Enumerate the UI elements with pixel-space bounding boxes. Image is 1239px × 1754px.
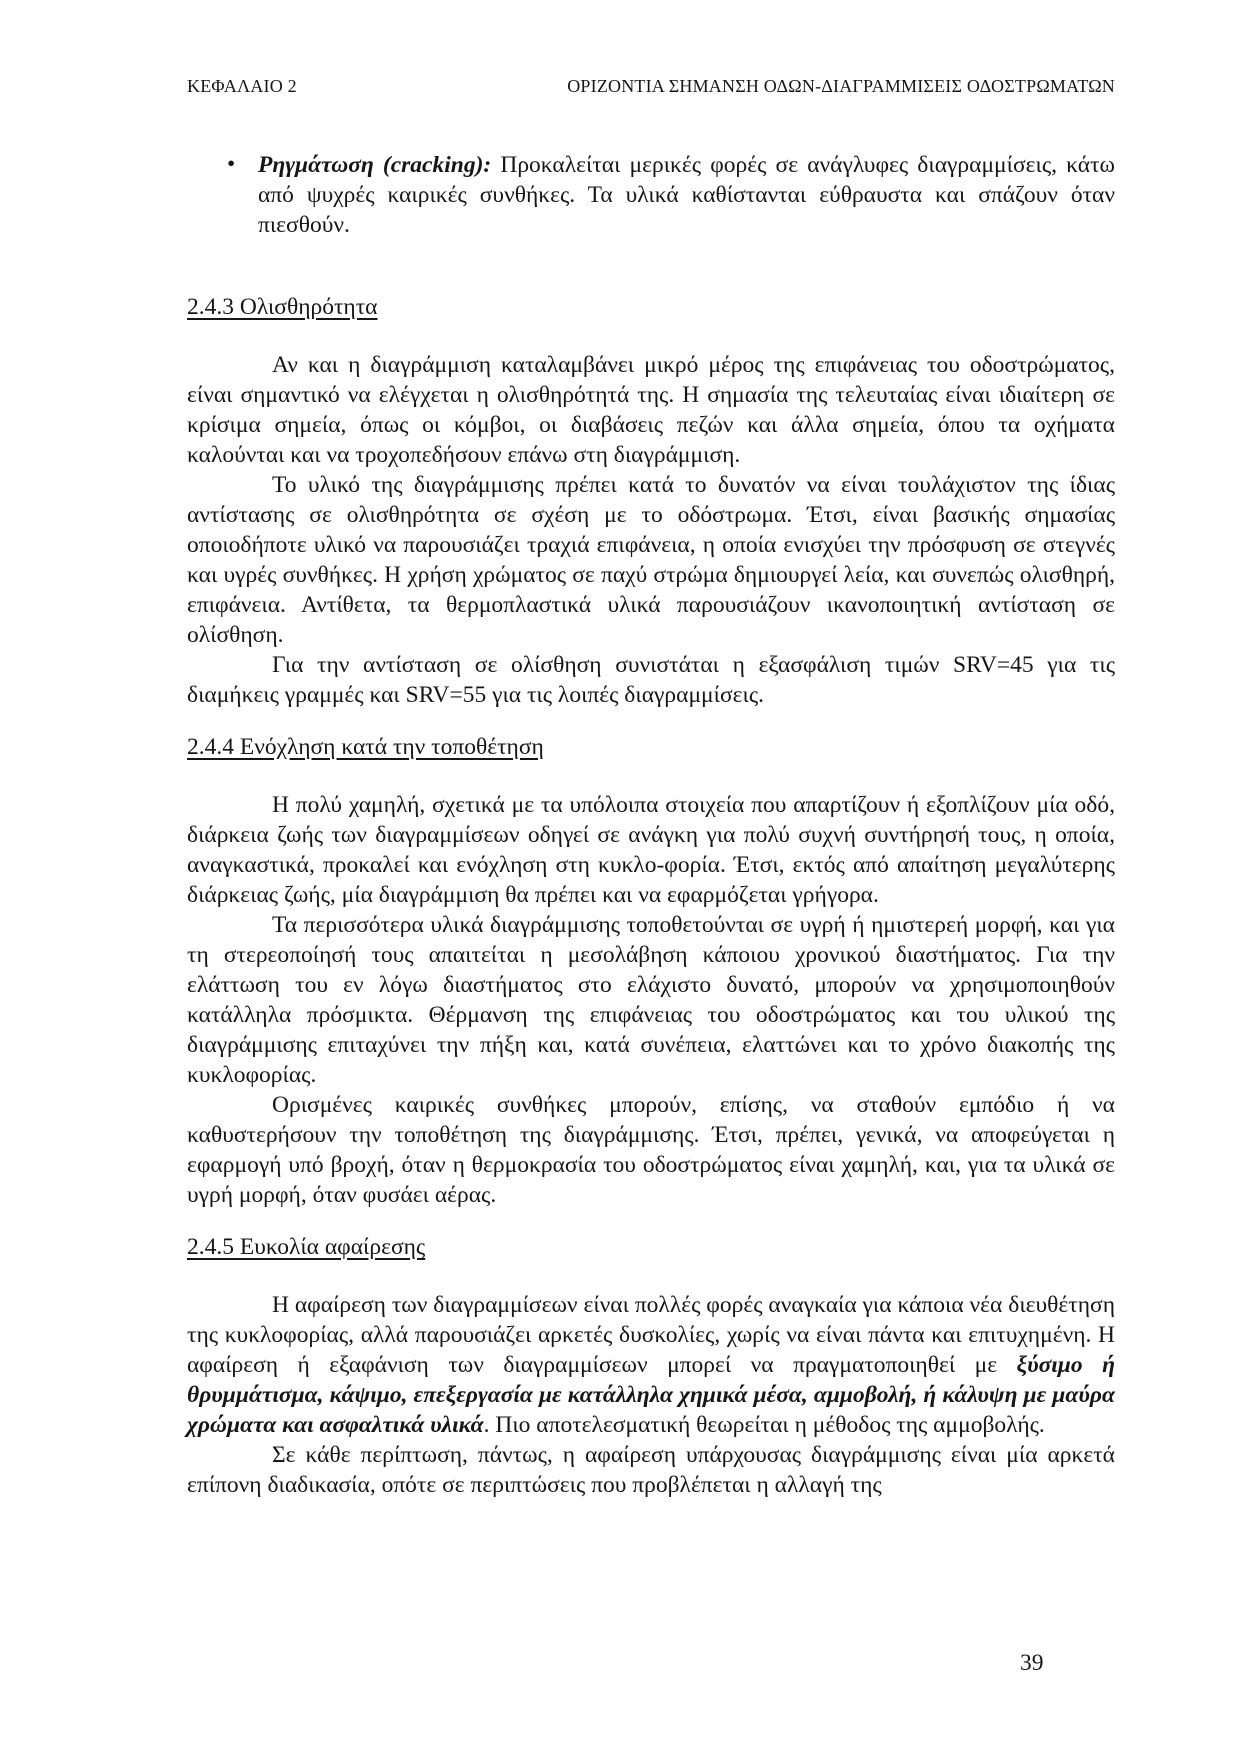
paragraph-2-4-5-1 xyxy=(187,1290,1115,1440)
section-heading-2-4-3: 2.4.3 Ολισθηρότητα xyxy=(187,294,378,320)
paragraph-2-4-5-1-emphasis: ξύσιμο ή θρυμμάτισμα, κάψιμο, επεξεργασία με κατάλληλα χημικά μέσα, αμμοβολή, ή κάλυψη με μαύρα χρώματα και ασφαλτικά υλικά xyxy=(187,1352,1115,1438)
section-heading-2-4-5: 2.4.5 Ευκολία αφαίρεσης xyxy=(187,1234,426,1260)
header-title: ΟΡΙΖΟΝΤΙΑ ΣΗΜΑΝΣΗ ΟΔΩΝ-ΔΙΑΓΡΑΜΜΙΣΕΙΣ ΟΔΟΣΤΡΩΜΑΤΩΝ xyxy=(567,76,1115,96)
paragraph-2-4-5-2: Σε κάθε περίπτωση, πάντως, η αφαίρεση υπάρχουσας διαγράμμισης είναι μία αρκετά επίπονη διαδικασία, οπότε σε περιπτώσεις που προβλέπεται η αλλαγή της xyxy=(187,1442,1115,1498)
running-header xyxy=(187,76,1115,97)
paragraph-2-4-4-3: Ορισμένες καιρικές συνθήκες μπορούν, επίσης, να σταθούν εμπόδιο ή να καθυστερήσουν την τοποθέτηση της διαγράμμισης. Έτσι, πρέπει, γενικά, να αποφεύγεται η εφαρμογή υπό βροχή, όταν η θερμοκρασία του οδοστρώματος είναι χαμηλή, και, για τα υλικά σε υγρή μορφή, όταν φυσάει αέρας. xyxy=(187,1092,1115,1208)
paragraph-2-4-5-1-post: . Πιο αποτελεσματική θεωρείται η μέθοδος της αμμοβολής. xyxy=(483,1412,1045,1438)
section-heading-2-4-4: 2.4.4 Ενόχληση κατά την τοποθέτηση xyxy=(187,734,544,760)
header-chapter: ΚΕΦΑΛΑΙΟ 2 xyxy=(187,76,297,96)
page-content xyxy=(187,150,1115,1500)
bullet-item-cracking xyxy=(187,150,1115,240)
paragraph-2-4-3-2: Το υλικό της διαγράμμισης πρέπει κατά το δυνατόν να είναι τουλάχιστον της ίδιας αντίστασης σε ολισθηρότητα σε σχέση με το οδόστρωμα. Έτσι, είναι βασικής σημασίας οποιοδήποτε υλικό να παρουσιάζει τραχιά επιφάνεια, η οποία ενισχύει την πρόσφυση σε στεγνές και υγρές συνθήκες. Η χρήση χρώματος σε παχύ στρώμα δημιουργεί λεία, και συνεπώς ολισθηρή, επιφάνεια. Αντίθετα, τα θερμοπλαστικά υλικά παρουσιάζουν ικανοποιητική αντίσταση σε ολίσθηση. xyxy=(187,472,1115,648)
bullet-icon: • xyxy=(227,151,236,177)
page-number: 39 xyxy=(1020,1650,1044,1676)
paragraph-2-4-5-1-pre: Η αφαίρεση των διαγραμμίσεων είναι πολλές φορές αναγκαία για κάποια νέα διευθέτηση της κυκλοφορίας, αλλά παρουσιάζει αρκετές δυσκολίες, χωρίς να είναι πάντα και επιτυχημένη. Η αφαίρεση ή εξαφάνιση των διαγραμμίσεων μπορεί να πραγματοποιηθεί με xyxy=(187,1292,1115,1378)
bullet-lead-term: Ρηγμάτωση (cracking): xyxy=(258,152,492,178)
bullet-text: Προκαλείται μερικές φορές σε ανάγλυφες διαγραμμίσεις, κάτω από ψυχρές καιρικές συνθήκες. Τα υλικά καθίστανται εύθραυστα και σπάζουν όταν πιεσθούν. xyxy=(258,152,1115,238)
paragraph-2-4-3-1: Αν και η διαγράμμιση καταλαμβάνει μικρό μέρος της επιφάνειας του οδοστρώματος, είναι σημαντικό να ελέγχεται η ολισθηρότητά της. Η σημασία της τελευταίας είναι ιδιαίτερη σε κρίσιμα σημεία, όπως οι κόμβοι, οι διαβάσεις πεζών και άλλα σημεία, όπου τα οχήματα καλούνται και να τροχοπεδήσουν επάνω στη διαγράμμιση. xyxy=(187,352,1115,468)
paragraph-2-4-4-2: Τα περισσότερα υλικά διαγράμμισης τοποθετούνται σε υγρή ή ημιστερεή μορφή, και για τη στερεοποίησή τους απαιτείται η μεσολάβηση κάποιου χρονικού διαστήματος. Για την ελάττωση του εν λόγω διαστήματος στο ελάχιστο δυνατό, μπορούν να χρησιμοποιηθούν κατάλληλα πρόσμικτα. Θέρμανση της επιφάνειας του οδοστρώματος και του υλικού της διαγράμμισης επιταχύνει την πήξη και, κατά συνέπεια, ελαττώνει και το χρόνο διακοπής της κυκλοφορίας. xyxy=(187,912,1115,1088)
paragraph-2-4-4-1: Η πολύ χαμηλή, σχετικά με τα υπόλοιπα στοιχεία που απαρτίζουν ή εξοπλίζουν μία οδό, διάρκεια ζωής των διαγραμμίσεων οδηγεί σε ανάγκη για πολύ συχνή συντήρησή τους, η οποία, αναγκαστικά, προκαλεί και ενόχληση στη κυκλο-φορία. Έτσι, εκτός από απαίτηση μεγαλύτερης διάρκειας ζωής, μία διαγράμμιση θα πρέπει και να εφαρμόζεται γρήγορα. xyxy=(187,792,1115,908)
bullet-list xyxy=(187,150,1115,240)
paragraph-2-4-3-3: Για την αντίσταση σε ολίσθηση συνιστάται η εξασφάλιση τιμών SRV=45 για τις διαμήκεις γραμμές και SRV=55 για τις λοιπές διαγραμμίσεις. xyxy=(187,652,1115,708)
